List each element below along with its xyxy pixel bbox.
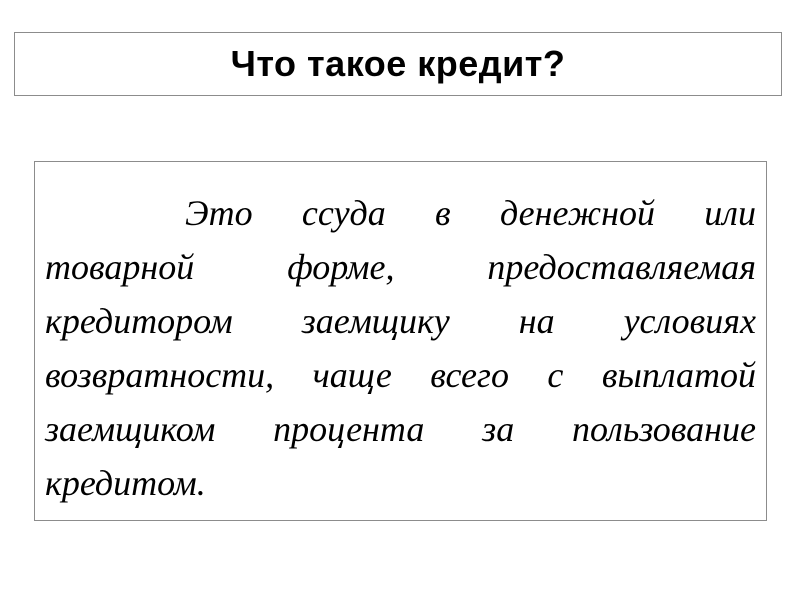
title-box [14,32,782,96]
definition-box [34,161,767,521]
slide-title: Что такое кредит? [230,43,566,84]
definition-text: Это ссуда в денежной или товарной форме, предоставляемая кредитором заемщику на условиях возвратности, чаще всего с выплатой заемщиком процента за пользование кредитом. [45,193,756,503]
